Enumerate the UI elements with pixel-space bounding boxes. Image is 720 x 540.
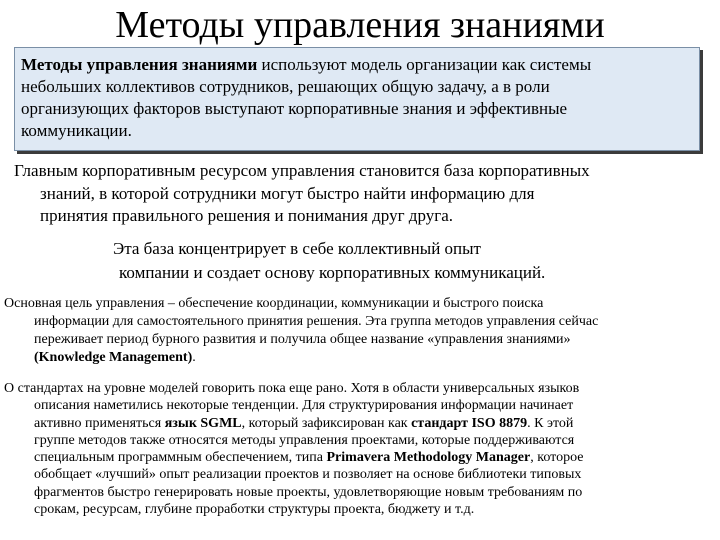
p4-line-4-rest: .	[192, 350, 196, 365]
box-line-3: организующих факторов выступают корпоративные знания и эффективные	[21, 99, 568, 118]
p3-line-1: Эта база концентрирует в себе коллективный опыт	[113, 239, 481, 258]
paragraph-main-goal	[4, 295, 598, 367]
p5-line-8: срокам, ресурсам, глубине проработки структуры проекта, бюджету и т.д.	[34, 502, 475, 518]
p5-line-5-c: , которое	[530, 450, 584, 466]
paragraph-knowledge-base	[14, 160, 590, 228]
p3-line-2: компании и создает основу корпоративных коммуникаций.	[119, 263, 546, 282]
p4-line-1: Основная цель управления – обеспечение координации, коммуникации и быстрого поиска	[4, 296, 544, 311]
p5-line-4: группе методов также относятся методы управления проектами, которые поддерживаются	[34, 432, 575, 448]
p2-line-2: знаний, в которой сотрудники могут быстро найти информацию для	[40, 183, 535, 203]
p4-line-4	[4, 349, 598, 367]
p4-line-2: информации для самостоятельного принятия решения. Эта группа методов управления сейчас	[34, 314, 599, 329]
page-title: Методы управления знаниями	[115, 4, 605, 46]
box-line-4: коммуникации.	[21, 121, 132, 140]
iso-term: стандарт ISO 8879	[411, 415, 528, 431]
primavera-term: Primavera Methodology Manager	[326, 450, 531, 466]
box-line-1-rest: используют модель организации как системы	[257, 55, 592, 74]
highlighted-definition-box	[14, 47, 700, 151]
sgml-term: язык SGML	[164, 415, 242, 431]
p5-line-5-a: специальным программным обеспечением, типа	[34, 450, 327, 466]
p2-line-3: принятия правильного решения и понимания друг друга.	[40, 206, 453, 225]
p5-line-7: фрагментов быстро генерировать новые проекты, удовлетворяющие новым требованиям по	[34, 484, 583, 500]
p5-line-3-c: , который зафиксирован как	[241, 415, 412, 431]
paragraph-standards	[4, 380, 583, 518]
p5-line-3-e: . К этой	[527, 415, 574, 431]
p5-line-1: О стандартах на уровне моделей говорить пока еще рано. Хотя в области универсальных языков	[4, 381, 580, 396]
box-line-2: небольших коллективов сотрудников, решающих общую задачу, а в роли	[21, 77, 550, 96]
bold-lead: Методы управления знаниями	[21, 55, 258, 74]
box-line-1	[21, 54, 693, 76]
p5-line-3-a: активно применяться	[34, 415, 165, 431]
knowledge-management-term: (Knowledge Management)	[34, 350, 193, 365]
paragraph-collective-experience	[113, 237, 545, 285]
p2-line-1: Главным корпоративным ресурсом управления становится база корпоративных	[14, 161, 590, 180]
p4-line-3: переживает период бурного развития и получила общее название «управления знаниями»	[34, 332, 571, 347]
p5-line-5	[4, 449, 583, 466]
p5-line-3	[4, 415, 583, 432]
p5-line-6: обобщает «лучший» опыт реализации проектов и позволяет на основе библиотеки типовых	[34, 467, 582, 483]
p5-line-2: описания наметились некоторые тенденции. Для структурирования информации начинает	[34, 398, 574, 414]
